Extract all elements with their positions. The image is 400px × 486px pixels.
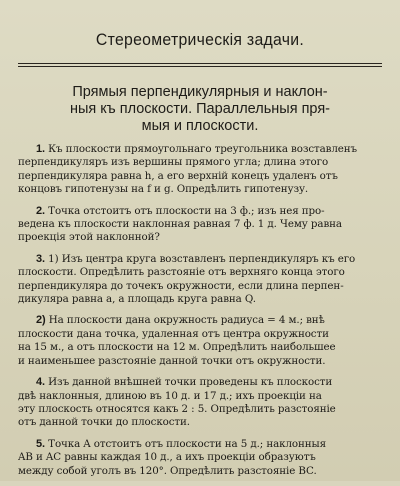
problem-text-line — [18, 253, 382, 266]
problem-number: 5. — [36, 437, 45, 450]
header-rule-thin — [18, 66, 382, 67]
problem-text-line: и наименьшее разстояніе данной точки отъ окружности. — [18, 354, 326, 367]
problem-text-line: перпендикуляра до точекъ окружности, если длина перпен- — [18, 279, 344, 292]
problem-number: 2. — [36, 204, 45, 217]
problem-text: 1) Изъ центра круга возставленъ перпендикуляръ къ его — [48, 252, 356, 265]
problem-number: 4. — [36, 376, 45, 389]
problem-text-line: ведена къ плоскости наклонная равная 7 ф. 1 д. Чему равна — [18, 218, 342, 231]
problem-text-line: дикуляра равна a, а площадь круга равна Q. — [18, 293, 256, 306]
problem-text: Точка A отстоитъ отъ плоскости на 5 д.; наклонныя — [48, 437, 327, 450]
problem-text-line — [18, 143, 382, 156]
problem-text-line: проекція этой наклонной? — [18, 231, 160, 244]
problem-text-line: на 15 м., а отъ плоскости на 12 м. Опредѣлить наибольшее — [18, 341, 336, 354]
section-title-line: ныя къ плоскости. Параллельныя пря- — [69, 101, 331, 117]
problem-paragraph — [18, 376, 382, 430]
problem-list — [18, 143, 382, 486]
problem-paragraph — [18, 143, 382, 197]
problem-text-line: перпендикуляръ изъ вершины прямого угла; длина этого — [18, 156, 329, 169]
problem-text-line: перпендикуляра равна h, а его верхній конецъ удаленъ отъ — [18, 169, 338, 182]
section-title — [24, 84, 376, 135]
header-rule-thick — [18, 63, 382, 64]
problem-text: Изъ данной внѣшней точки проведены къ плоскости — [48, 376, 333, 389]
problem-text-line: AB и AC равны каждая 10 д., а ихъ проекціи образуютъ — [18, 451, 316, 464]
problem-text-line: двѣ наклонныя, длиною въ 10 д. и 17 д.; ихъ проекціи на — [18, 389, 322, 402]
problem-paragraph — [18, 205, 382, 245]
problem-text: Точка отстоитъ отъ плоскости на 3 ф.; изъ нея про- — [48, 204, 325, 217]
problem-text-line: плоскости дана точка, удаленная отъ центра окружности — [18, 327, 329, 340]
problem-text-line — [18, 314, 382, 327]
problem-text-line — [18, 438, 382, 451]
problem-paragraph — [18, 314, 382, 368]
problem-text-line — [18, 376, 382, 389]
problem-text-line: эту плоскость относятся какъ 2 : 5. Опредѣлить разстояніе — [18, 402, 336, 415]
problem-number: 1. — [36, 143, 45, 155]
section-title-line: Прямыя перпендикулярныя и наклон- — [72, 84, 328, 100]
problem-text-line — [18, 205, 382, 218]
problem-text-line: между собой уголъ въ 120°. Опредѣлить разстояніе BC. — [18, 464, 317, 477]
problem-text: Къ плоскости прямоугольнаго треугольника возставленъ — [48, 143, 358, 155]
problem-paragraph — [18, 438, 382, 478]
problem-number: 2) — [36, 314, 46, 327]
problem-text-line: отъ данной точки до плоскости. — [18, 416, 190, 429]
page-header-title: Стереометрическія задачи. — [95, 30, 305, 49]
problem-text-line: концовъ гипотенузы на f и g. Опредѣлить гипотенузу. — [18, 183, 309, 196]
problem-number: 3. — [36, 252, 45, 265]
problem-text-line: плоскости. Опредѣлить разстояніе отъ верхняго конца этого — [18, 266, 345, 279]
problem-paragraph — [18, 253, 382, 307]
section-title-line: мыя и плоскости. — [141, 118, 259, 134]
problem-text: На плоскости дана окружность радиуса = 4 м.; внѣ — [48, 314, 325, 327]
